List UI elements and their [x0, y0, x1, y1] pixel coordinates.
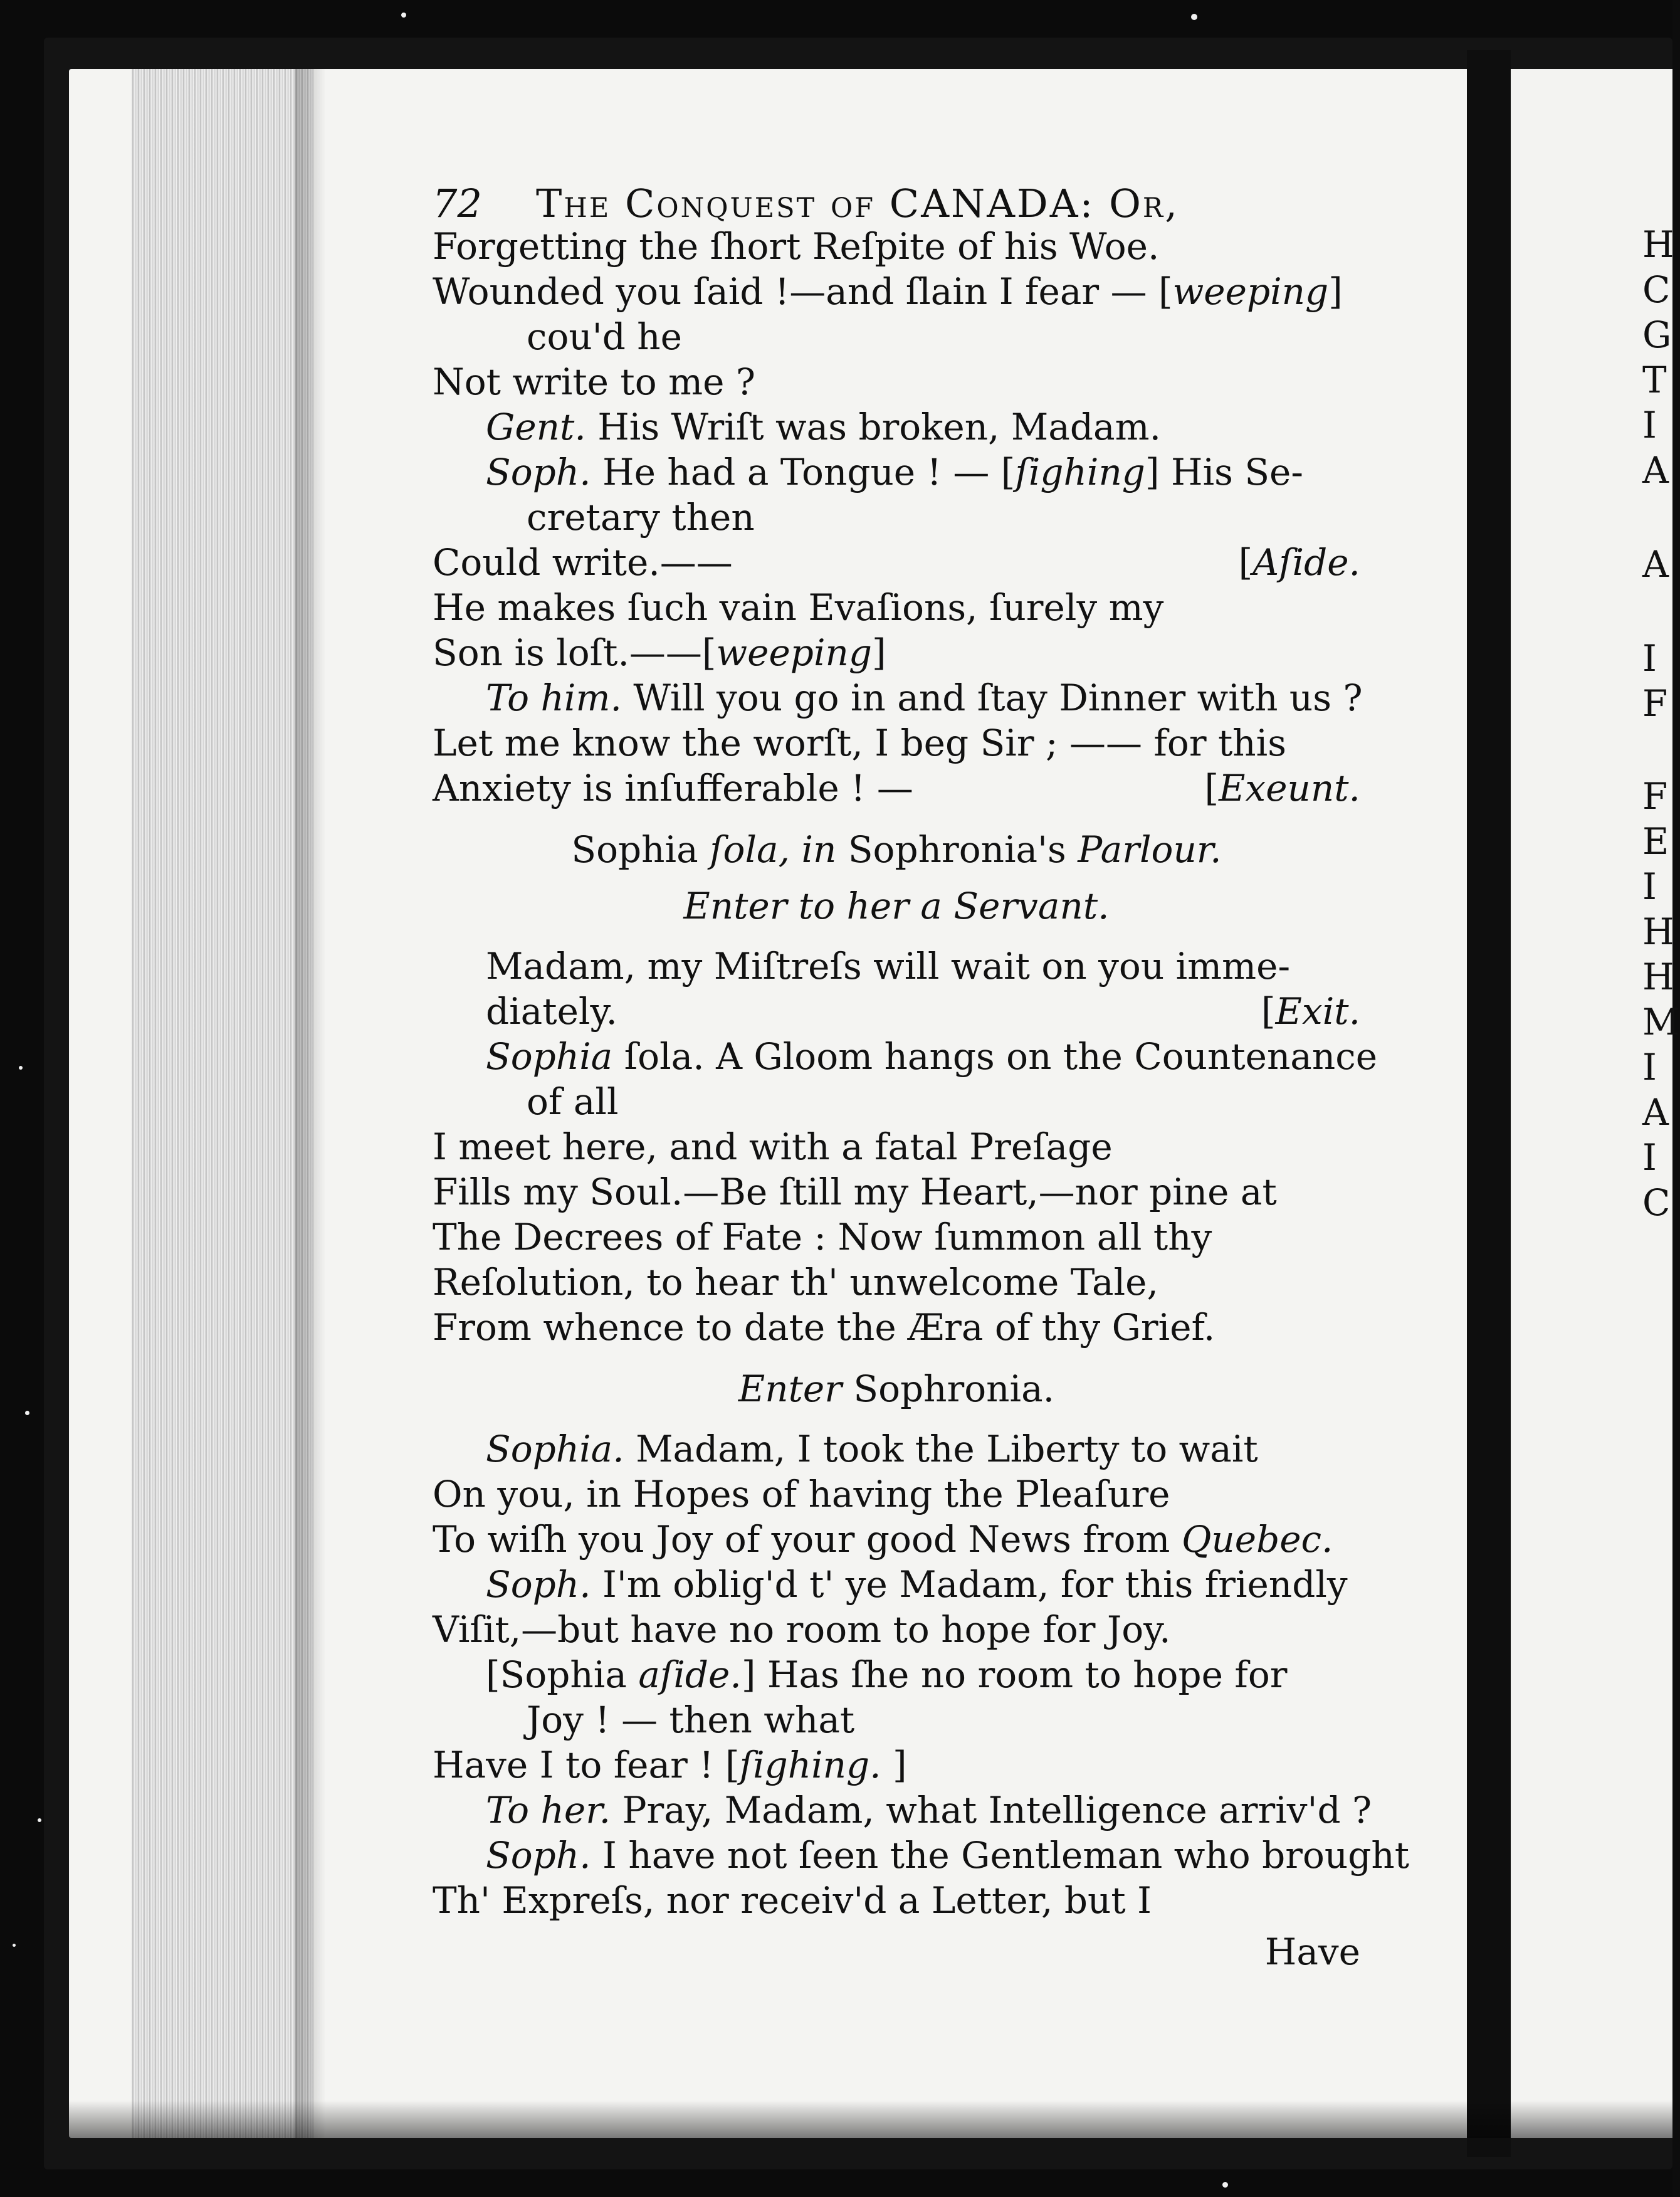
speaker-name: Sophia. [486, 1428, 624, 1470]
speaker-name: Soph. [486, 1834, 591, 1877]
speech-line: To her. Pray, Madam, what Intelligence arriv'd ? [486, 1789, 1372, 1831]
page-bottom-shadow [69, 2100, 1672, 2138]
running-head-title: The Conquest of CANADA: Or, [536, 181, 1180, 226]
text-line: Viſit,—but have no room to hope for Joy. [433, 1608, 1171, 1651]
speech-line: Gent. His Wriſt was broken, Madam. [486, 406, 1162, 448]
book-gutter [1467, 50, 1511, 2157]
text-line: On you, in Hopes of having the Pleaſure [433, 1473, 1170, 1515]
speech-line: Soph. I have not ſeen the Gentleman who brought [486, 1834, 1410, 1877]
catchword: Have [1264, 1931, 1360, 1973]
speaker-name: Gent. [486, 406, 586, 448]
stage-direction: [Exeunt. [1204, 767, 1360, 809]
speech-line: Sophia ſola. A Gloom hangs on the Countenance [486, 1035, 1378, 1078]
speech-line: [Sophia aſide.] Has ſhe no room to hope for [486, 1653, 1288, 1696]
stage-direction: [Aſide. [1238, 541, 1360, 584]
running-head [433, 182, 1360, 226]
text-line: of all [527, 1080, 619, 1123]
text-line: cretary then [527, 496, 755, 539]
speech-line: Soph. I'm oblig'd t' ye Madam, for this friendly [486, 1563, 1348, 1606]
page-edges [132, 69, 313, 2138]
text-line: Th' Expreſs, nor receiv'd a Letter, but I [433, 1879, 1152, 1922]
text-line: Not write to me ? [433, 361, 755, 403]
speaker-name: Sophia [486, 1035, 613, 1078]
text-line: To wiſh you Joy of your good News from Quebec. [433, 1518, 1333, 1561]
speaker-name: To her. [486, 1789, 611, 1831]
speech-line: Sophia. Madam, I took the Liberty to wait [486, 1428, 1258, 1470]
text-line: Joy ! — then what [527, 1699, 855, 1741]
scene-heading: Sophia ſola, in Sophronia's Parlour. [571, 828, 1222, 871]
speech-line: To him. Will you go in and ſtay Dinner with us ? [486, 677, 1363, 719]
text-line: Anxiety is inſufferable ! — [433, 767, 913, 809]
speech-line: Soph. He had a Tongue ! — [ſighing] His Se- [486, 451, 1303, 493]
text-line: cou'd he [527, 315, 682, 358]
text-line: Madam, my Miſtreſs will wait on you imme- [486, 945, 1291, 988]
text-line: I meet here, and with a fatal Preſage [433, 1125, 1113, 1168]
text-line: From whence to date the Æra of thy Grief. [433, 1306, 1215, 1349]
stage-direction: [Exit. [1261, 990, 1360, 1033]
speaker-name: Soph. [486, 1563, 591, 1606]
stage-direction: Enter Sophronia. [738, 1367, 1055, 1410]
text-line: Could write.—— [433, 541, 733, 584]
text-line: Son is loſt.——[weeping] [433, 631, 886, 674]
text-line: Forgetting the ſhort Reſpite of his Woe. [433, 225, 1160, 268]
text-line: Reſolution, to hear th' unwelcome Tale, [433, 1261, 1158, 1304]
text-line: diately. [486, 990, 617, 1033]
page-number: 72 [433, 181, 482, 226]
text-line: He makes ſuch vain Evaſions, ſurely my [433, 586, 1164, 629]
text-line: Have I to fear ! [ſighing. ] [433, 1744, 907, 1786]
stage-direction: Enter to her a Servant. [683, 885, 1110, 927]
text-line: Fills my Soul.—Be ſtill my Heart,—nor pine at [433, 1171, 1277, 1213]
speaker-name: Soph. [486, 451, 591, 493]
speaker-name: To him. [486, 677, 622, 719]
page-edges-shadow [295, 69, 326, 2138]
text-line: Let me know the worſt, I beg Sir ; —— for this [433, 722, 1286, 764]
text-line: Wounded you ſaid !—and ſlain I fear — [weeping] [433, 270, 1343, 313]
text-line: The Decrees of Fate : Now ſummon all thy [433, 1216, 1212, 1258]
